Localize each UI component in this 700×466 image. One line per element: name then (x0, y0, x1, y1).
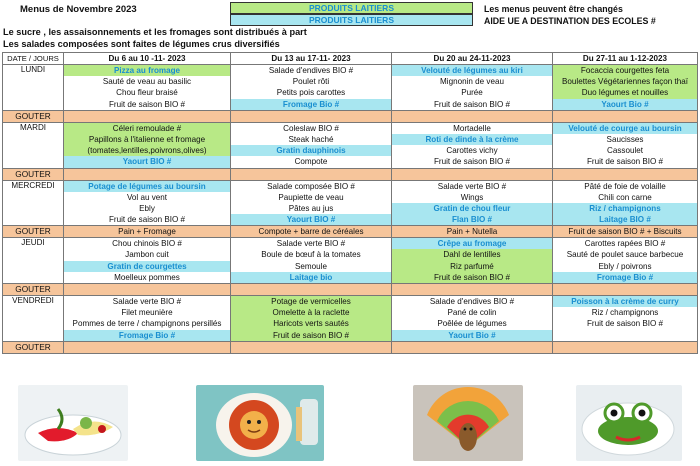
gouter-cell (553, 168, 698, 180)
menu-item: Gratin de courgettes (64, 261, 230, 272)
gouter-label: GOUTER (3, 341, 64, 353)
gouter-cell (553, 341, 698, 353)
day-label: MERCREDI (3, 180, 64, 226)
menu-item: Sauté de poulet sauce barbecue (566, 250, 684, 260)
menu-item: Yaourt BIO # (231, 214, 391, 225)
menu-cell (64, 296, 231, 342)
menu-item: Riz parfumé (450, 261, 494, 271)
menu-item: Fruit de saison BIO # (433, 99, 511, 109)
menu-item: Coleslaw BIO # (283, 123, 339, 133)
gouter-label: GOUTER (3, 110, 64, 122)
gouter-cell: Pain + Nutella (392, 226, 553, 238)
menu-item: Compote (294, 157, 328, 167)
menu-item: Chou chinois BIO # (112, 239, 182, 249)
menu-item: Flan BIO # (392, 214, 552, 225)
menu-item: Boule de bœuf à la tomates (261, 250, 361, 260)
menu-item: Salade d'endives BIO # (429, 297, 515, 306)
menu-item: (tomates,lentilles,poivrons,olives) (87, 146, 207, 156)
menu-cell (553, 296, 698, 342)
gouter-cell: Pain + Fromage (64, 226, 231, 238)
week-3-header: Du 20 au 24-11-2023 (392, 53, 553, 65)
gouter-cell (64, 341, 231, 353)
menu-cell (392, 238, 553, 284)
day-label: VENDREDI (3, 296, 64, 342)
menu-item: Fromage Bio # (553, 272, 697, 283)
menu-item: Pané de colin (447, 308, 497, 318)
menu-item: Poêlée de légumes (437, 319, 507, 329)
week-4-header: Du 27-11 au 1-12-2023 (553, 53, 698, 65)
week-2-header: Du 13 au 17-11- 2023 (231, 53, 392, 65)
menu-cell (553, 122, 698, 168)
menu-item: Duo légumes et nouilles (581, 88, 669, 98)
menu-item: Potage de légumes au boursin (64, 181, 230, 192)
day-row-jeudi (3, 238, 698, 284)
menu-item: Papillons à l'italienne et fromage (88, 134, 206, 144)
menu-cell (231, 65, 392, 111)
menu-item: Chou fleur braisé (116, 88, 178, 98)
gouter-cell (392, 168, 553, 180)
day-label: MARDI (3, 122, 64, 168)
menu-cell (64, 65, 231, 111)
menu-item: Moelleux pommes (114, 272, 180, 282)
menu-item: Yaourt BIO # (64, 156, 230, 167)
gouter-cell (231, 110, 392, 122)
menu-cell (231, 122, 392, 168)
menu-cell (553, 238, 698, 284)
menu-item: Chili con carne (598, 192, 652, 202)
gouter-cell: Compote + barre de céréales (231, 226, 392, 238)
lion-plate-photo (196, 385, 324, 461)
menu-cell (231, 238, 392, 284)
notice-menu-change: Les menus peuvent être changés (484, 4, 623, 14)
menu-item: Salade composée BIO # (267, 181, 355, 191)
gouter-label: GOUTER (3, 168, 64, 180)
menu-item: Laitage BIO # (553, 214, 697, 225)
menu-cell (392, 122, 553, 168)
menu-cell (392, 65, 553, 111)
menu-item: Crêpe au fromage (392, 238, 552, 249)
gouter-cell (392, 284, 553, 296)
menu-item: Riz / champignons (591, 308, 659, 318)
menu-item: Fruit de saison BIO # (433, 272, 511, 282)
day-row-mardi (3, 122, 698, 168)
corner-label: DATE / JOURS (3, 53, 64, 65)
gouter-cell (392, 341, 553, 353)
menu-item: Gratin dauphinois (231, 145, 391, 156)
menu-item: Sauté de veau au basilic (102, 77, 192, 87)
menu-item: Fruit de saison BIO # (108, 99, 186, 109)
fruit-plate-photo (18, 385, 128, 461)
gouter-row (3, 284, 698, 296)
gouter-cell (64, 110, 231, 122)
menu-item: Wings (460, 192, 484, 202)
menu-item: Petits pois carottes (276, 88, 346, 98)
menu-item: Focaccia courgettes feta (580, 66, 670, 75)
gouter-row (3, 168, 698, 180)
menu-cell (231, 296, 392, 342)
menu-cell (553, 65, 698, 111)
menu-item: Boulettes Végétariennes façon thaï (562, 77, 688, 87)
gouter-label: GOUTER (3, 284, 64, 296)
gouter-cell (231, 168, 392, 180)
menu-item: Riz / champignons (553, 203, 697, 214)
week-1-header: Du 6 au 10 -11- 2023 (64, 53, 231, 65)
menu-item: Potage de vermicelles (271, 297, 351, 306)
menu-item: Ebly / poivrons (598, 261, 652, 271)
day-label: JEUDI (3, 238, 64, 284)
menu-item: Haricots verts sautés (273, 319, 349, 329)
menu-item: Saucisses (606, 134, 644, 144)
menu-table (2, 52, 698, 354)
header-row (3, 53, 698, 65)
menu-cell (64, 238, 231, 284)
menu-item: Velouté de courge au boursin (553, 123, 697, 134)
menu-item: Omelette à la raclette (272, 308, 350, 318)
menu-item: Roti de dinde à la crème (392, 134, 552, 145)
gouter-cell (231, 284, 392, 296)
menu-item: Velouté de légumes au kiri (392, 65, 552, 76)
menu-item: Pâtes au jus (288, 203, 334, 213)
menu-item: Poisson à la crème de curry (553, 296, 697, 307)
gouter-cell (392, 110, 553, 122)
day-row-mercredi (3, 180, 698, 226)
gouter-row (3, 226, 698, 238)
menu-item: Fromage Bio # (231, 99, 391, 110)
menu-item: Fruit de saison BIO # (586, 319, 664, 329)
menu-item: Purée (461, 88, 483, 98)
gouter-label: GOUTER (3, 226, 64, 238)
menu-item: Pâté de foie de volaille (584, 181, 666, 191)
menu-cell (231, 180, 392, 226)
menu-cell (64, 122, 231, 168)
menu-item: Steak haché (288, 134, 334, 144)
gouter-cell: Fruit de saison BIO # + Biscuits (553, 226, 698, 238)
menu-item: Dahl de lentilles (443, 250, 501, 260)
menu-item: Carottes rapées BIO # (584, 239, 666, 249)
subtitle-seasoning: Le sucre , les assaisonnements et les fromages sont distribués à part (3, 27, 307, 37)
gouter-cell (231, 341, 392, 353)
menu-item: Filet meunière (121, 308, 173, 318)
gouter-cell (64, 284, 231, 296)
menu-item: Salade d'endives BIO # (268, 66, 354, 75)
menu-item (553, 330, 697, 341)
gouter-row (3, 341, 698, 353)
menu-item: Cassoulet (607, 146, 643, 156)
menu-item: Fromage Bio # (64, 330, 230, 341)
menu-item: Ebly (139, 203, 155, 213)
legend-dairy-green: PRODUITS LAITIERS (230, 2, 473, 14)
menu-cell (392, 296, 553, 342)
gouter-cell (553, 284, 698, 296)
menu-cell (64, 180, 231, 226)
menu-item: Paupiette de veau (278, 192, 344, 202)
menu-item: Jambon cuit (125, 250, 169, 260)
menu-item: Salade verte BIO # (437, 181, 507, 191)
menu-item: Pizza au fromage (64, 65, 230, 76)
gouter-row (3, 110, 698, 122)
day-row-vendredi (3, 296, 698, 342)
menu-item: Poulet rôti (292, 77, 330, 87)
legend-dairy-blue: PRODUITS LAITIERS (230, 14, 473, 26)
menu-item: Mignonin de veau (440, 77, 504, 87)
menu-item: Fruit de saison BIO # (272, 330, 350, 340)
menu-item: Gratin de chou fleur (392, 203, 552, 214)
menu-item: Fruit de saison BIO # (433, 157, 511, 167)
menu-item: Fruit de saison BIO # (586, 157, 664, 167)
menu-item: Semoule (295, 261, 327, 271)
menu-item: Yaourt Bio # (392, 330, 552, 341)
day-row-lundi (3, 65, 698, 111)
notice-eu-aid: AIDE UE A DESTINATION DES ECOLES # (484, 16, 656, 26)
menu-item: Pommes de terre / champignons persillés (72, 319, 222, 329)
gouter-cell (553, 110, 698, 122)
menu-item: Vol au vent (126, 192, 168, 202)
menu-item: Carottes vichy (446, 146, 498, 156)
menu-item: Mortadelle (453, 123, 491, 133)
frog-plate-photo (576, 385, 682, 461)
menu-item: Salade verte BIO # (276, 239, 346, 249)
page-title: Menus de Novembre 2023 (20, 4, 137, 15)
menu-cell (392, 180, 553, 226)
menu-item: Salade verte BIO # (112, 297, 182, 306)
menu-item: Yaourt Bio # (553, 99, 697, 110)
menu-item: Fruit de saison BIO # (108, 215, 186, 225)
day-label: LUNDI (3, 65, 64, 111)
gouter-cell (64, 168, 231, 180)
menu-item: Laitage bio (231, 272, 391, 283)
menu-cell (553, 180, 698, 226)
menu-item: Céleri remoulade # (112, 123, 182, 133)
subtitle-salads: Les salades composées sont faites de légumes crus diversifiés (3, 39, 280, 49)
turkey-plate-photo (413, 385, 523, 461)
